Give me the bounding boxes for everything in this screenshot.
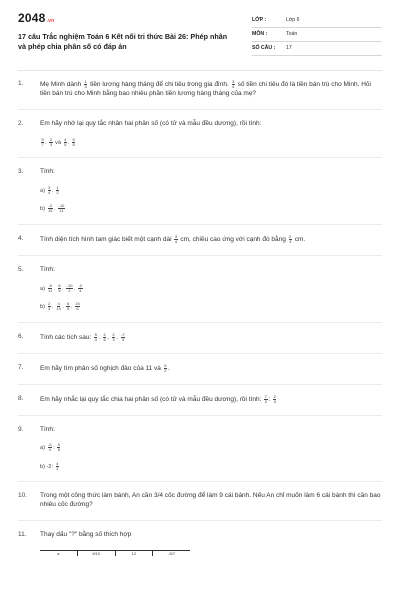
meta-row-subject: MÔN : Toán xyxy=(252,28,382,42)
expression: $\frac{5}{7}$ . $\frac{2}{3}$ và $\frac{4}{5}$ . $\frac{5}{8}$ xyxy=(41,136,75,147)
question-2: 2. Em hãy nhớ lại quy tắc nhân hai phân số (có tử và mẫu đều dương), rồi tính: $\frac{5}{7}$ . $\frac{2}{3}$ và $\frac{4}{5}$ . $\frac{5}{8}$ xyxy=(18,120,382,147)
question-10: 10. Trong một công thức làm bánh, An cần 3/4 cốc đường để làm 9 cái bánh. Nếu An chỉ muốn làm 6 cái bánh thì cần bao nhiêu cốc đường? xyxy=(18,492,381,509)
header xyxy=(0,0,400,64)
divider xyxy=(18,109,382,110)
answer-table xyxy=(40,550,190,556)
table-cell: 12 xyxy=(115,551,153,556)
expression-a: a) $\frac{-5}{4}$ : $\frac{5}{8}$ xyxy=(40,442,60,453)
expression-a: a) $\frac{-5}{11}$ . $\frac{6}{5}$ . $\frac{-10}{2}$ . $\frac{-2}{4}$ xyxy=(40,282,83,293)
divider xyxy=(18,520,382,521)
divider xyxy=(18,157,382,158)
question-9: 9. Tính: a) $\frac{-5}{4}$ : $\frac{5}{8}$ b) -2: $\frac{4}{3}$ xyxy=(18,426,382,472)
question-8: 8. Em hãy nhắc lại quy tắc chia hai phân số (có tử và mẫu đều dương), rồi tính: $\frac{7}{2}$ : $\frac{2}{3}$ xyxy=(18,393,276,404)
question-5: 5. Tính: a) $\frac{-5}{11}$ . $\frac{6}{5}$ . $\frac{-10}{2}$ . $\frac{-2}{4}$ b) $\frac{2}{3}$ . $\frac{4}{15}$ . $\frac{6}{5}$ . $\frac{15}{6}$ xyxy=(18,266,382,312)
divider xyxy=(18,322,382,323)
expression-a: a) $\frac{3}{4}$ . $\frac{1}{2}$ xyxy=(40,184,59,195)
divider xyxy=(18,415,382,416)
question-7: 7. Em hãy tìm phân số nghịch đảo của 11 và $\frac{5}{2}$ . xyxy=(18,362,170,373)
fraction: $\frac{3}{4}$ xyxy=(232,79,235,89)
fraction: $\frac{1}{3}$ xyxy=(84,79,87,89)
divider xyxy=(18,353,382,354)
meta-info xyxy=(252,14,382,56)
expression-b: b) $\frac{2}{3}$ . $\frac{4}{15}$ . $\frac{6}{5}$ . $\frac{15}{6}$ xyxy=(40,301,80,312)
table-cell: 9/10 xyxy=(77,551,115,556)
question-3: 3. Tính: a) $\frac{3}{4}$ . $\frac{1}{2}$ b) $\frac{-2}{15}$ . $\frac{-10}{11}$ xyxy=(18,168,382,214)
meta-row-class: LỚP : Lớp 6 xyxy=(252,14,382,28)
meta-row-count: SỐ CÂU : 17 xyxy=(252,42,382,56)
divider xyxy=(18,255,382,256)
question-4: 4. Tính diện tích hình tam giác biết một cạnh dài $\frac{3}{4}$ cm, chiều cao ứng với cạnh đó bằng $\frac{2}{3}$ cm. xyxy=(18,233,306,244)
question-list xyxy=(18,80,382,556)
expression-b: b) -2: $\frac{4}{3}$ xyxy=(40,460,59,471)
site-logo[interactable]: 2048.vn xyxy=(18,11,55,25)
page-title: 17 câu Trắc nghiệm Toán 6 Kết nối tri thức Bài 26: Phép nhân và phép chia phân số có đáp án xyxy=(18,32,228,52)
table-cell: -5/7 xyxy=(152,551,190,556)
table-cell: a xyxy=(57,550,60,556)
divider xyxy=(18,224,382,225)
divider xyxy=(18,481,382,482)
question-6: 6. Tính các tích sau: $\frac{5}{4}$ . $\frac{2}{6}$ . $\frac{2}{3}$ . $\frac{-7}{3}$ xyxy=(18,331,125,342)
divider xyxy=(18,384,382,385)
header-divider xyxy=(18,70,382,71)
question-1: 1. Mẹ Minh dành $\frac{1}{3}$ tiền lương hàng tháng để chi tiêu trong gia đình. $\frac{3}{4}$ số tiền chi tiêu đó là tiền bán trú cho Minh. Hỏi tiền bán trú cho Minh bằng bao nhiêu phần tiền lương hàng tháng của mẹ? xyxy=(18,79,371,97)
question-11: 11. Thay dấu "?" bằng số thích hợp xyxy=(18,531,132,538)
expression-b: b) $\frac{-2}{15}$ . $\frac{-10}{11}$ xyxy=(40,203,65,214)
